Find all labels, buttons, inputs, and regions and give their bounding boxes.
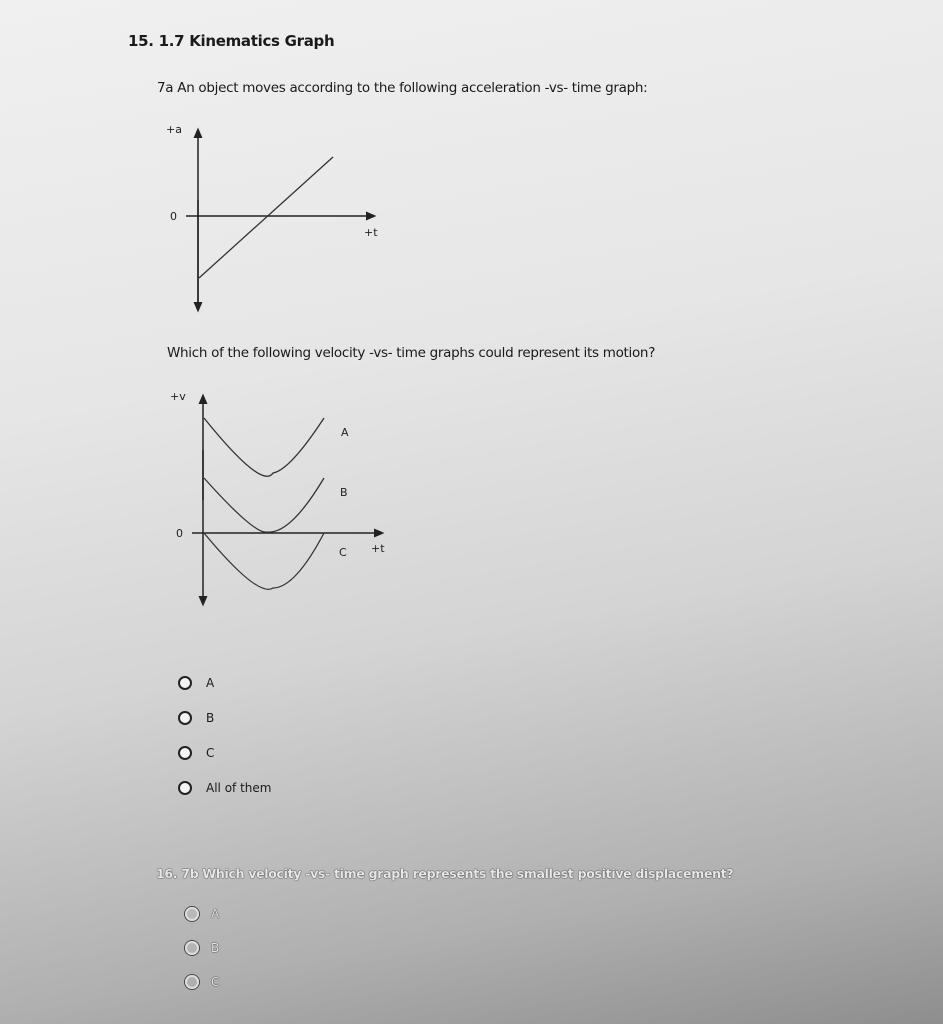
question-text: Which of the following velocity -vs- time graphs could represent its motion? [167, 345, 656, 361]
radio-button[interactable] [185, 941, 199, 955]
curve-c [204, 533, 324, 589]
option-b[interactable] [178, 711, 214, 725]
radio-button[interactable] [185, 975, 199, 989]
curve-c-label: C [339, 546, 347, 559]
acceleration-time-graph [166, 123, 378, 308]
curve-a [204, 418, 324, 476]
velocity-time-graph [170, 390, 385, 602]
option-label: A [206, 676, 215, 690]
option-a[interactable] [178, 676, 214, 690]
radio-button[interactable] [178, 676, 192, 690]
question-16-text: 16. 7b Which velocity -vs- time graph represents the smallest positive displacement? [156, 866, 734, 881]
radio-button[interactable] [185, 907, 199, 921]
v-axis-label: +v [170, 390, 186, 403]
radio-button[interactable] [178, 711, 192, 725]
q16-option-c[interactable] [185, 975, 219, 989]
option-label: B [206, 711, 215, 725]
radio-button[interactable] [178, 781, 192, 795]
curve-a-label: A [341, 426, 349, 439]
option-label: B [211, 941, 220, 955]
a-axis-label: +a [166, 123, 182, 136]
option-label: A [211, 907, 220, 921]
question-title: 15. 1.7 Kinematics Graph [128, 32, 335, 50]
option-label: C [206, 746, 215, 760]
q16-option-b[interactable] [185, 941, 219, 955]
option-label: All of them [206, 781, 272, 795]
radio-button[interactable] [178, 746, 192, 760]
curve-b [204, 478, 324, 532]
option-c[interactable] [178, 746, 214, 760]
a-origin-label: 0 [170, 210, 177, 223]
a-t-axis-label: +t [364, 226, 378, 239]
curve-b-label: B [340, 486, 348, 499]
question-prompt: 7a An object moves according to the following acceleration -vs- time graph: [157, 80, 648, 96]
acceleration-line [199, 157, 333, 278]
option-all[interactable] [178, 781, 271, 795]
q16-option-a[interactable] [185, 907, 219, 921]
v-t-axis-label: +t [371, 542, 385, 555]
v-origin-label: 0 [176, 527, 183, 540]
option-label: C [211, 975, 220, 989]
